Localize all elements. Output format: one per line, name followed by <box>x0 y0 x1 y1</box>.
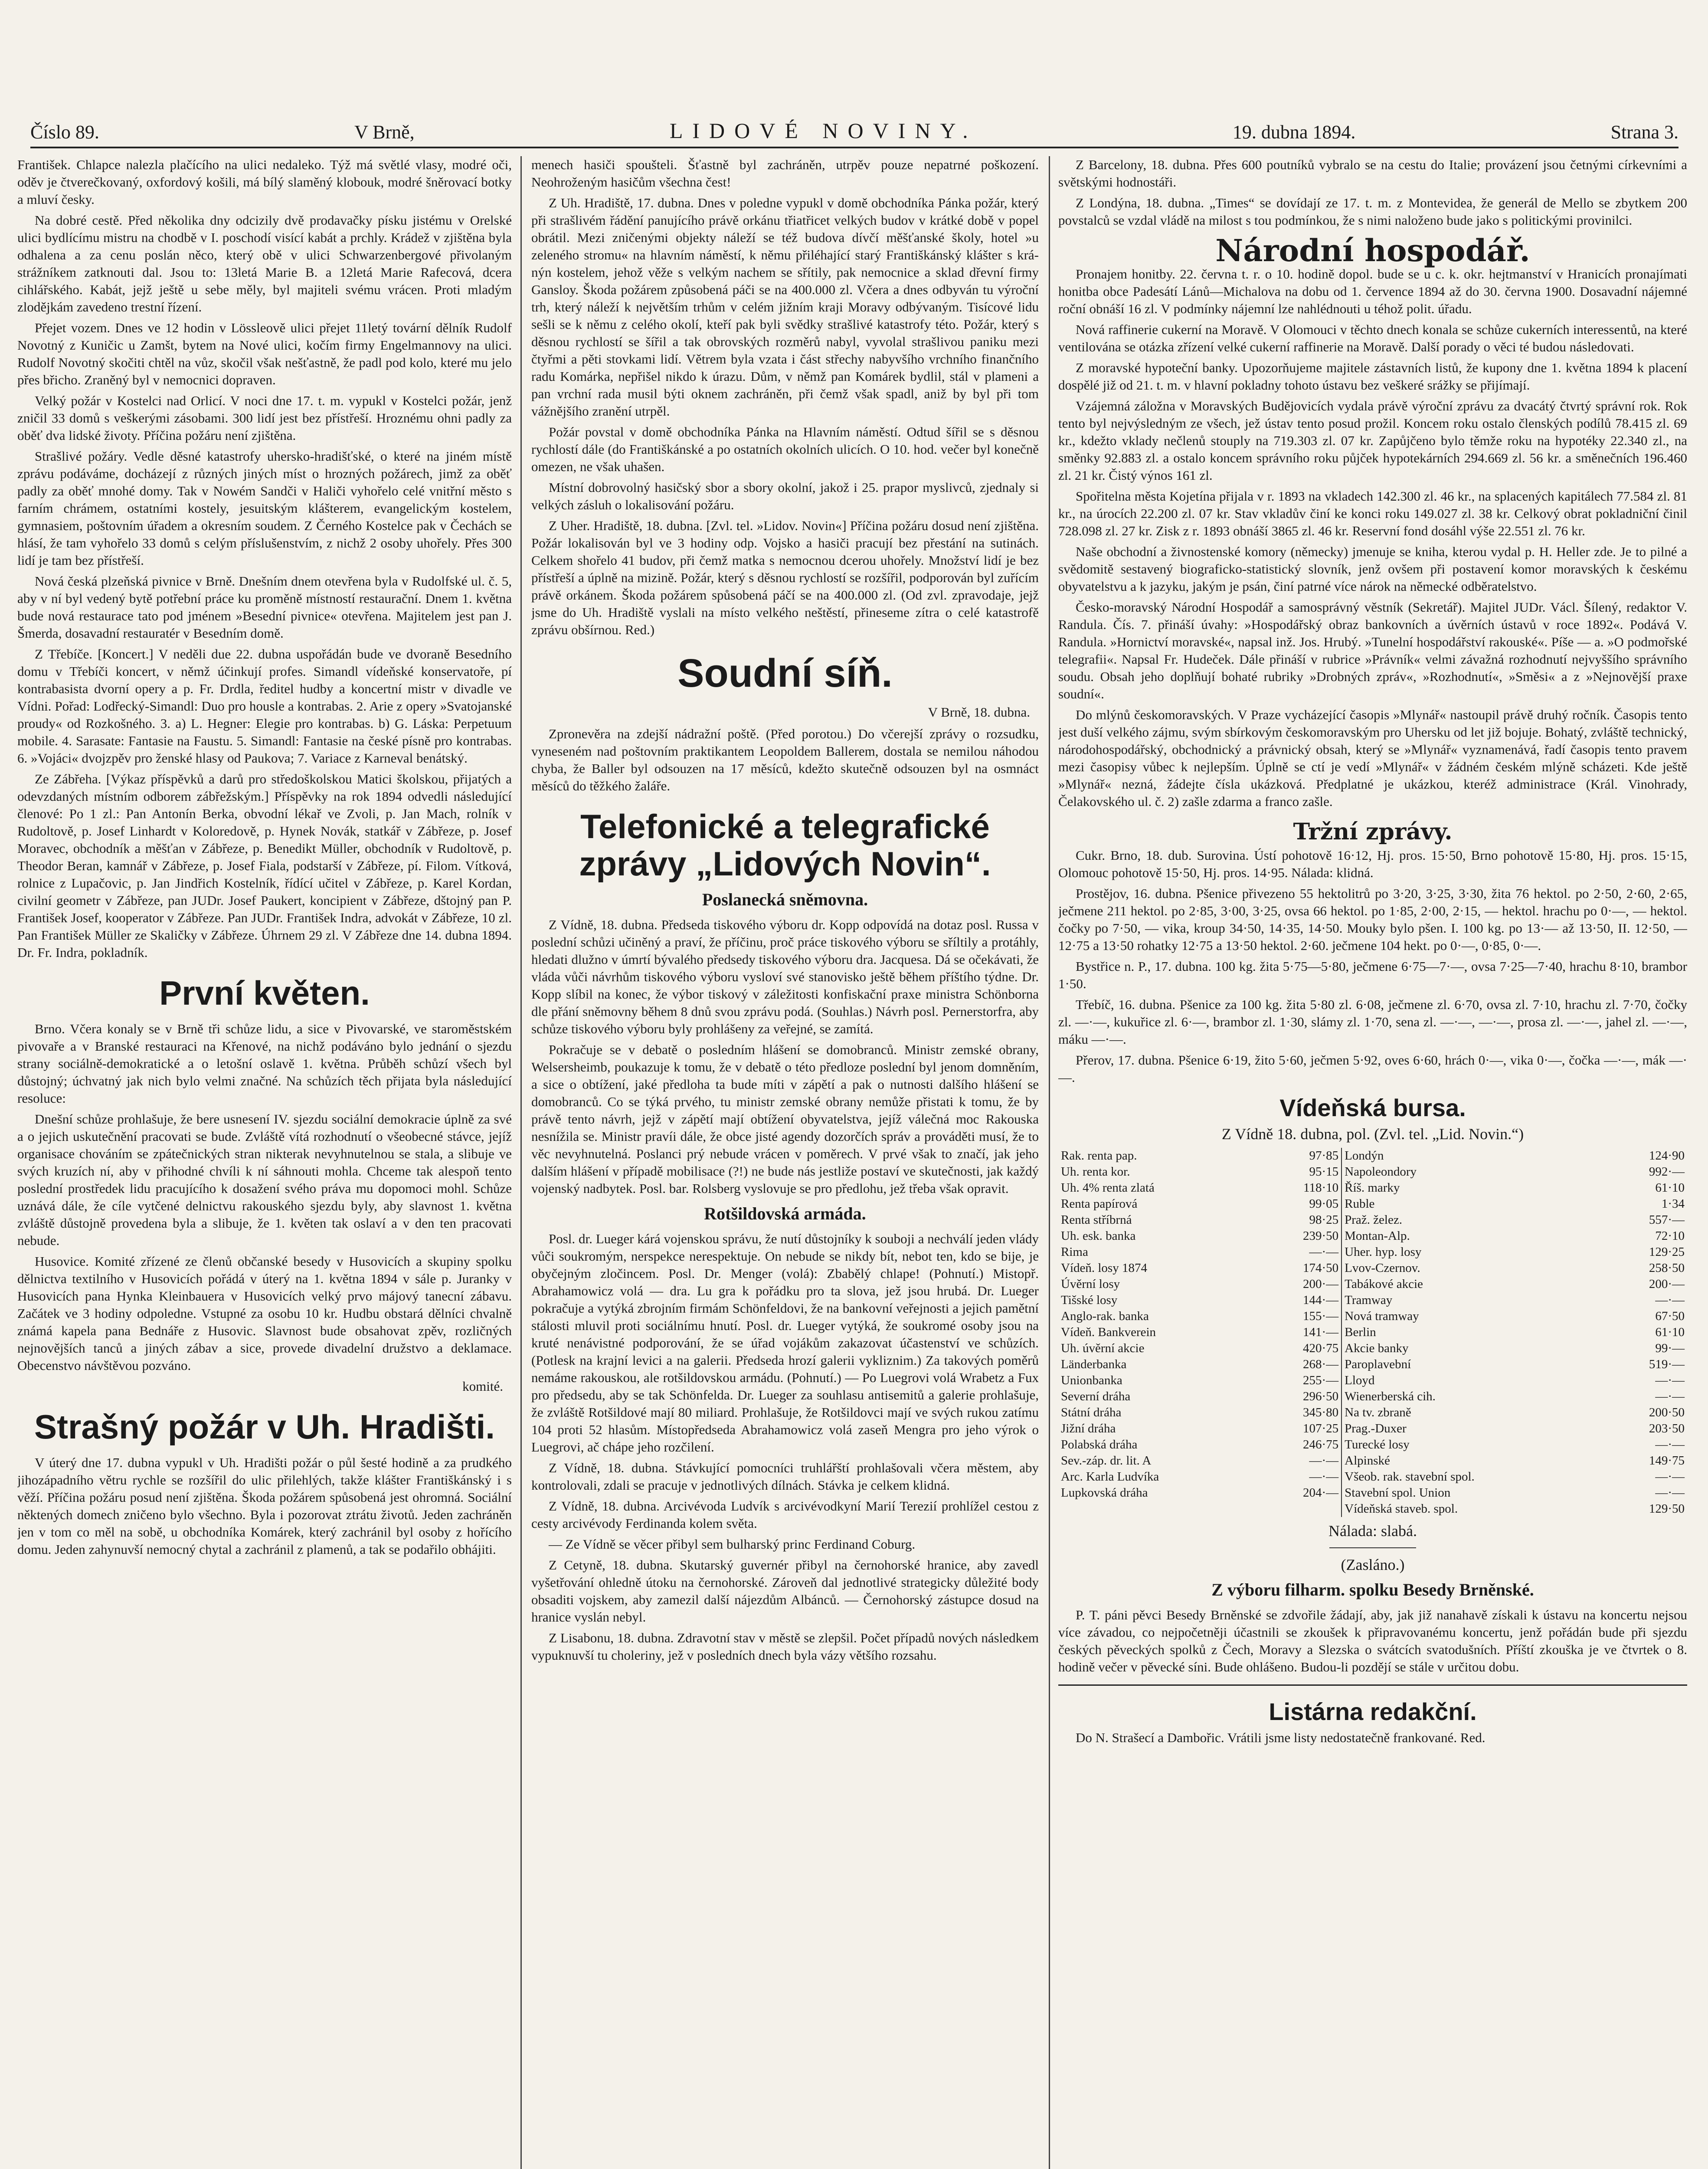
bourse-security: Vídeň. losy 1874 <box>1061 1261 1147 1275</box>
article-text: Brno. Včera konaly se v Brně tři schůze lidu, a sice v Pivovarské, ve staroměstském pivovaře a v Branské restauraci na Křenové, na nichž podáváno bylo jednání o sjezdu strany sociálně-demokratické a o letošní oslavě 1. května. Průběh schůzí všech byl důstojný; úchvatný jak nich bylo velmi značné. Na schůzích těch přijata byla následující resoluce: <box>17 1021 512 1106</box>
article-text: Bystřice n. P., 17. dubna. 100 kg. žita 5·75—5·80, ječmene 6·75—7·—, ovsa 7·25—7·40, hrachu 8·10, brambor 1·50. <box>1058 959 1687 991</box>
bourse-price: 204·— <box>1261 1485 1342 1501</box>
sent-in-label: (Zasláno.) <box>1341 1556 1405 1573</box>
bourse-price: 174·50 <box>1261 1260 1342 1276</box>
bourse-security: Prag.-Duxer <box>1345 1422 1407 1435</box>
bourse-row <box>1058 1180 1687 1196</box>
bourse-row <box>1058 1389 1687 1405</box>
bourse-security: Na tv. zbraně <box>1345 1406 1411 1419</box>
bourse-price: 129·25 <box>1649 1245 1685 1259</box>
article-text: Na dobré cestě. Před několika dny odcizily dvě prodavačky písku jistému v Orelské ulici bydlícímu mistru na chodbě v I. poschodí visící kabát a prchly. Krádež v zjištěna byla odhalena a za cenu poslán něco, který obě v ulici Schwarzenbergové přivolaným strážníkem zatknouti dal. Jsou to: 13letá Marie B. a 12letá Marie Rafecová, dcera cihlářského. Kabát, jejž ještě u sebe měly, byl majiteli svému vrácen. Proti mladým zlodějkám zavedeno trestní řízení. <box>17 213 512 315</box>
column-divider <box>1049 156 1050 2169</box>
bourse-subtitle: Z Vídně 18. dubna, pol. (Zvl. tel. „Lid. Novin.“) <box>1221 1125 1524 1143</box>
article-text: Z Uh. Hradiště, 17. dubna. Dnes v poledne vypukl v domě obchodníka Pánka požár, který při strašlivém řádění panujícího právě orkánu třiatřicet velkých budov v krátké době v popel obrátil. Mezi zničenými objekty náleží se též budova dívčí měšťanské školy, hotel »u zeleného stromu« na hlavním náměstí, k němu přiléhající starý Františkánský klášter s krá-nýn kostelem, jehož věže s velkým nachem se sřítily, pak nemocnice a sklad dřevní firmy Gansloy. Škoda požárem způsobená páči se na 400.000 zl. Včera a dnes odbyván tu výroční trh, který náleží k největším trhům v celém jižním kraji Moravy odbývaným. Tisícové lidu sešli se k němu z celého okolí, kteří pak byli svědky strašlivé katastrofy této. Požár, který s děsnou rychlostí se šířil a tak obrovských rozměrů nabyl, vyvolal strašlivou paniku mezi čtyřmi a pěti stovkami lidí. Větrem byla vzata i část střechy nabyvšího vrchního finančního radu Komárka, nepřišel nikdo k úrazu. Dům, v němž pan Komárek bydlil, stál v plameni a pan vrchní rada musil býti oknem zachráněn, při čemž však spadl, aniž by byl při tom vážnějšího zranění utrpěl. <box>531 195 1039 419</box>
headline-editorial-letters: Listárna redakční. <box>1269 1698 1477 1725</box>
bourse-price: 203·50 <box>1649 1422 1685 1435</box>
bourse-row <box>1058 1148 1687 1164</box>
signature: komité. <box>462 1379 503 1394</box>
bourse-row <box>1058 1356 1687 1373</box>
article-text: Z Třebíče. [Koncert.] V neděli due 22. dubna uspořádán bude ve dvoraně Besedního domu v Třebíči koncert, v němž účinkují profes. Simandl vídeňské konservatoře, pí kontrabasista dvorní opery a p. Fr. Drdla, ředitel hudby a koncertní mistr v divadle ve Vídni. Pořad: Lodřecký-Simandl: Duo pro housle a kontrabas. 2. Arie z opery »Svatojanské proudy« od Rozkošného. 3. a) L. Hegner: Elegie pro kontrabas. b) G. Láska: Perpetuum mobile. 4. Sarasate: Fantasie na Faustu. 5. Simandl: Fantasie na české písně pro kontrabas. 6. »Vojáci« dvojzpěv pro ženské hlasy od Paukova; 7. Variace z Karneval benátský. <box>17 646 512 766</box>
article-text: Vzájemná záložna v Moravských Budějovicích vydala právě výroční zprávu za dvacátý čtvrtý správní rok. Rok tento byl nejvýsledným ze všech, jež ústav tento posud prožil. Koncem roku ostalo členských podílů 78.415 zl. 69 kr., kdežto vklady nečlenů stouply na 719.303 zl. 07 kr. Zapůjčeno bylo těmže roku na hypotéky 22.340 zl., na směnky 92.883 zl. a ostalo koncem správního roku půjček hypotekárních 294.669 zl. 56 kr. a směnečních 196.460 zl. 21 kr. Čistý výnos 161 zl. <box>1058 398 1687 483</box>
bourse-security: Arc. Karla Ludvíka <box>1061 1470 1159 1484</box>
headline-court: Soudní síň. <box>677 651 893 695</box>
bourse-table <box>1058 1148 1687 1517</box>
bourse-row <box>1058 1212 1687 1228</box>
article-text: Pokračuje se v debatě o posledním hlášení se domobranců. Ministr zemské obrany, Welsersheimb, poukazuje k tomu, že v debatě o této předloze poslední byl jenom domněním, a sice o obtížení, jaké předloha ta bude míti v zápětí a pak o nutnosti dalšího hlášení se domobranců. Co se týká prvého, tu ministr zemské obrany nemůže přistati k tomu, že by právě tento návrh, jejž v zápětí mají obtížení obyvatelstva, jejíž válečná moc Rakouska nesnížila se. Ministr pravíi dále, že obce jisté agendy dozorčích správ a prováděti musí, že to věc nevyhnutelná. Poslanci prý nebude vrácen v poměrech. V prvé však to značí, jak jeho dalším hlášení v případě mobilisace (?!) ne bude nás jestliže postaví ve skutečnosti, jak každý vojenský nadbytek. Posl. bar. Rolsberg vyslovuje se pro předlohu, jež třeba však opravit. <box>531 1042 1039 1196</box>
article-text: František. Chlapce nalezla plačícího na ulici nedaleko. Týž má světlé vlasy, modré oči, oděv je čtverečkovaný, oxfordový košili, má bílý slaměný klobouk, modré šněrovací botky a mluví česky. <box>17 157 512 207</box>
bourse-price: 107·25 <box>1261 1421 1342 1437</box>
bourse-security: Tabákové akcie <box>1345 1277 1423 1291</box>
bourse-row <box>1058 1453 1687 1469</box>
bourse-price: 149·75 <box>1649 1454 1685 1468</box>
article-text: Třebíč, 16. dubna. Pšenice za 100 kg. žita 5·80 zl. 6·08, ječmene zl. 6·70, ovsa zl. 7·10, hrachu zl. 7·70, čočky zl. —·—, kukuřice zl. 6·—, brambor zl. 1·30, slámy zl. 1·70, sena zl. —·—, —·—, prosa zl. —·—, jahel zl. —·—, máku —·—. <box>1058 997 1687 1047</box>
bourse-row <box>1058 1437 1687 1453</box>
bourse-security: Berlin <box>1345 1325 1376 1339</box>
bourse-price: 200·50 <box>1649 1406 1685 1419</box>
bourse-security: Praž. želez. <box>1345 1213 1402 1227</box>
bourse-security: Uh. renta kor. <box>1061 1165 1130 1179</box>
article-text: Přejet vozem. Dnes ve 12 hodin v Lössleově ulici přejet 11letý tovární dělník Rudolf Novotný z Kuničic u Zamšt, bytem na Nové ulici, kočím firmy Engelmannovy na ulici. Rudolf Novotný skočiti chtěl na vůz, skočil však nešťastně, že padl pod kolo, které mu jelo přes břicho. Zraněný byl v nemocnici dopraven. <box>17 320 512 387</box>
column-2 <box>531 156 1039 2169</box>
bourse-price <box>1261 1501 1342 1517</box>
article-text: Strašlivé požáry. Vedle děsné katastrofy uhersko-hradišťské, o které na jiném místě zprávu podáváme, docházejí z různých jiných míst o hrozných požárech, jimž za oběť padly za oběť mnohé domy. Tak v Nowém Sandči v Haliči vyhořelo celé vnitřní město s farním chrámem, ostatními kostely, jesuitským klášterem, evangelickým kostelem, gymnasiem, poštovním úřadem a okresním soudem. Z Černého Kostelce pak v Čechách se hlásí, že tam vyhořelo 33 domů s celým příslušenstvím, z nichž 2 osoby uhořely. Přes 300 lidí je tam bez přístřeší. <box>17 449 512 568</box>
mood: Nálada: slabá. <box>1328 1522 1417 1540</box>
bourse-security: Uh. esk. banka <box>1061 1229 1136 1243</box>
bourse-price: —·— <box>1655 1486 1685 1500</box>
bourse-security: Unionbanka <box>1061 1373 1122 1387</box>
article-text: Posl. dr. Lueger kárá vojenskou správu, že nutí důstojníky k souboji a nechválí jeden vlády vůči soukromým, nerspekce nerespektuje. On nebude se nikdy bít, nebot ten, kdo se bije, je obyčejným zločincem. Posl. Dr. Menger (volá): Zbabělý chlape! (Pohnutí.) Mistopř. Abrahamowicz volá — dra. Lu gra k pořádku pro ta slova, jež jsou hrubá. Dr. Lueger pokračuje a vytýká zbrojním firmám Schönfeldovi, že na bankovní veřejnosti a jejich pamětní stálosti mluvil proti sociálnímu hnutí. Posl. dr. Lueger vytýká, že soukromé osoby jsou na kruté nenávistné podporování, že se úřad vojákům zakazovat účastenství ve schůzích. (Potlesk na krajní levici a na galerii. Předseda hrozí galerii vykliznim.) Za takových poměrů nemáme rakouskou, ale rotšildovskou armádu. (Pohnutí.) — Po Luegrovi volá Wrabetz a Fux pro předsedu, aby se tak Schönfelda. Dr. Lueger za souhlasu antisemitů a galerie prohlašuje, že zvláště Rotšildové mají 80 miliard. Prohlašuje, že Rotšildovci mají ve svých rukou zatímu 104 proti 52 hlasům. Místopředseda Abrahamowicz volá zaseň Mengra pro jeho výrok o Luegrovi, ač chápe jeho rozčilení. <box>531 1231 1039 1455</box>
bourse-row <box>1058 1196 1687 1212</box>
bourse-row <box>1058 1228 1687 1244</box>
article-text: Z Uher. Hradiště, 18. dubna. [Zvl. tel. »Lidov. Novin«] Příčina požáru dosud není zjištěna. Požár lokalisován byl ve 3 hodiny odp. Vojsko a hasiči pracují bez přestání na sutinách. Celkem shořelo 41 budov, při čemž matka s nemocnou dcerou uhořely. Množství lidí je bez přístřeší a úplně na mizině. Požár, který s děsnou rychlostí se rozšířil, podporován byl zuřícím právě orkánem. Škoda požárem spůsobená páčí se na 400.000 zl. (Od zvl. zpravodaje, jejž jsme do Uh. Hradiště vyslali na místo velkého neštěstí, přineseme zítra o celé katastrofě zprávu obšírnou. Red.) <box>531 518 1039 637</box>
bourse-security <box>1058 1501 1261 1517</box>
bourse-price: —·— <box>1655 1470 1685 1484</box>
bourse-row <box>1058 1292 1687 1308</box>
page-number: Strana 3. <box>1610 121 1679 143</box>
article-text: Z Vídně, 18. dubna. Stávkující pomocníci truhlářští prohlašovali včera městem, aby kontrolovali, zdali se pracuje v jednotlivých dílnách. Stávka je celkem klidná. <box>531 1460 1039 1493</box>
bourse-security: Akcie banky <box>1345 1341 1409 1355</box>
headline-economy: Národní hospodář. <box>1215 233 1530 269</box>
headline-bourse: Vídeňská bursa. <box>1279 1094 1466 1121</box>
bourse-security: Renta stříbrná <box>1061 1213 1132 1227</box>
bourse-row <box>1058 1276 1687 1292</box>
article-text: Cukr. Brno, 18. dub. Surovina. Ústí pohotově 16·12, Hj. pros. 15·50, Brno pohotově 15·80, Hj. pros. 15·15, Olomouc pohotově 15·50, Hj. pros. 14·95. Nálada: klidná. <box>1058 848 1687 880</box>
article-text: Zpronevěra na zdejší nádražní poště. (Před porotou.) Do včerejší zprávy o rozsudku, vyneseném nad poštovním praktikantem Leopoldem Ballerem, dostala se nemilou náhodou chyba, že Baller byl odsouzen na 17 měsíců, kdežto skutečně odsouzen byl na osmnáct měsíců do těžkého žaláře. <box>531 726 1039 793</box>
bourse-row <box>1058 1244 1687 1260</box>
newspaper-title: LIDOVÉ NOVINY. <box>669 118 978 143</box>
bourse-price: 239·50 <box>1261 1228 1342 1244</box>
bourse-price: 200·— <box>1649 1277 1685 1291</box>
article-text: Z Lisabonu, 18. dubna. Zdravotní stav v městě se zlepšil. Počet případů nových následkem vypuknuvší tu choleriny, jež v posledních dnech byla vázy většího rozsahu. <box>531 1630 1039 1663</box>
article-text: Přerov, 17. dubna. Pšenice 6·19, žito 5·60, ječmen 5·92, oves 6·60, hrách 0·—, vika 0·—, čočka —·—, mák —·—. <box>1058 1052 1687 1085</box>
bourse-price: 72·10 <box>1655 1229 1685 1243</box>
bourse-price: 519·— <box>1649 1357 1685 1371</box>
bourse-row <box>1058 1373 1687 1389</box>
bourse-security: Sev.-záp. dr. lit. A <box>1061 1454 1152 1468</box>
bourse-security: Říš. marky <box>1345 1181 1400 1195</box>
bourse-row <box>1058 1501 1687 1517</box>
article-text: Naše obchodní a živnostenské komory (německy) jmenuje se kniha, kterou vydal p. H. Heller zde. Je to pilné a svědomitě sestavený biograficko-statistický slovník, jenž ovšem při postavení komor moravských k českému obyvatelstvu a k jazyku, jakým je psán, činí patrné více nárok na německé odběratelstvo. <box>1058 544 1687 594</box>
bourse-security: Wienerberská cih. <box>1345 1389 1436 1403</box>
bourse-price: 129·50 <box>1649 1502 1685 1516</box>
article-text: Z Vídně, 18. dubna. Arcivévoda Ludvík s arcivévodkyní Marií Terezií prohlížel cestou z cesty arcivévody Ferdinanda kolem světa. <box>531 1498 1039 1531</box>
bourse-price: 124·90 <box>1649 1149 1685 1163</box>
bourse-security: Jižní dráha <box>1061 1422 1116 1435</box>
article-text: Místní dobrovolný hasičský sbor a sbory okolní, jakož i 25. prapor myslivců, zjednaly si velkých zásluh o lokalisování požáru. <box>531 480 1039 512</box>
article-text: Z Vídně, 18. dubna. Předseda tiskového výboru dr. Kopp odpovídá na dotaz posl. Russa v poslední schůzi učiněný a praví, že příčinu, proč práce tiskového výboru se sříltily a protáhly, hledati dlužno v úmrtí bývalého předsedy tiskového výboru drа. Jacquesa. Dá se očekávati, že vláda vůči návrhům tiskového výboru vysloví své stanovisko ještě během příštího týdne. Dr. Kopp slíbil na konec, že výbor tiskový v záležitosti konfiskační praxe ministra Schönborna dle přání sněmovny během 8 dnů svou zprávu podá. (Souhlas.) Návrh posl. Pernerstorfra, aby schůze tiskového výboru byly prohlášeny za veřejné, se zamítá. <box>531 917 1039 1036</box>
bourse-security: Paroplavební <box>1345 1357 1411 1371</box>
article-text: — Ze Vídně se věcer přibyl sem bulharský princ Ferdinand Coburg. <box>549 1537 916 1552</box>
bourse-security: Severní dráha <box>1061 1389 1131 1403</box>
bourse-security: Napoleondory <box>1345 1165 1417 1179</box>
bourse-security: Úvěrní losy <box>1061 1277 1120 1291</box>
bourse-price: 268·— <box>1261 1356 1342 1373</box>
article-text: menech hasiči spoušteli. Šťastně byl zachráněn, utrpěv pouze nepatrné poškození. Neohroženým hasičům všechna čest! <box>531 157 1039 190</box>
bourse-price: 118·10 <box>1261 1180 1342 1196</box>
article-text: Pronajem honitby. 22. června t. r. o 10. hodině dopol. bude se u c. k. okr. hejtmanství v Hranicích pronajímati honitba obce Padesátí Lánů—Michalova na dobu od 1. července 1894 až do 30. června 1900. Dosavadní nájemné roční obnáší 16 zl. V podmínky nájemní lze nahlédnouti u téhož polit. úřadu. <box>1058 266 1687 316</box>
article-text: Dnešní schůze prohlašuje, že bere usnesení IV. sjezdu sociální demokracie úplně za své a o jejich uskutečnění pracovati se bude. Zvláště vítá rozhodnutí o všeobecné stávce, jejíž organisace chováním se zpátečnických stran nikterak nevyhnutelnou se stala, a slibuje ve svých kruzích ní, aby v přihodné chvíli k ní sáhnouti mohla. Chceme tak alespoň tento poslední prostředek lidu pracujícího k dosažení svého práva mu dopomoci mohl. Schůze uznává dále, že cíle vytčené delnictvu rakouského sjezdu byly, aby slavnost 1. května zvláště důstojně provedena byla a slibuje, že 1. květen tak oslaví a v den ten pracovati nebude. <box>17 1111 512 1248</box>
article-text: Z moravské hypoteční banky. Upozorňujeme majitele zástavních listů, že kupony dne 1. května 1894 k placení dospělé již od 21. t. m. v hlavní pokladny tohoto ústavu bez veškeré srážky se přijímají. <box>1058 360 1687 393</box>
headline-philharmonic: Z výboru filharm. spolku Besedy Brněnské. <box>1211 1580 1534 1599</box>
bourse-security: Lupkovská dráha <box>1061 1486 1148 1500</box>
bourse-price: 99·05 <box>1261 1196 1342 1212</box>
bourse-security: Renta papírová <box>1061 1197 1138 1211</box>
bourse-row <box>1058 1405 1687 1421</box>
bourse-row <box>1058 1164 1687 1180</box>
headline-first-may: První květen. <box>159 974 370 1012</box>
article-text: Nová česká plzeňská pivnice v Brně. Dnešním dnem otevřena byla v Rudolfské ul. č. 5, aby v ní byl vedený bytě potřební práce ku proměně místností restaurační. Dnem 1. května bude nová restaurace tato pod jménem »Besední pivnice« otevřena. Majitelem jest pan J. Šmerda, dosavadní restauratér v Besedním domě. <box>17 573 512 641</box>
bourse-price: —·— <box>1261 1453 1342 1469</box>
bourse-price: 61·10 <box>1655 1325 1685 1339</box>
bourse-security: Londýn <box>1345 1149 1384 1163</box>
column-1 <box>17 156 512 2169</box>
bourse-security: Tišské losy <box>1061 1293 1118 1307</box>
bourse-price: 155·— <box>1261 1308 1342 1324</box>
bourse-row <box>1058 1421 1687 1437</box>
article-text: Požár povstal v domě obchodníka Pánka na Hlavním náměstí. Odtud šířil se s děsnou rychlostí dále (do Františkánské a po ostatních okolních ulicích. O 10. hod. večer byl konečně omezen, ne však uhašen. <box>531 424 1039 474</box>
bourse-price: 1·34 <box>1661 1197 1685 1211</box>
bourse-price: 95·15 <box>1261 1164 1342 1180</box>
bourse-price: —·— <box>1655 1389 1685 1403</box>
bourse-price: 144·— <box>1261 1292 1342 1308</box>
bourse-security: Státní dráha <box>1061 1406 1122 1419</box>
bourse-price: 98·25 <box>1261 1212 1342 1228</box>
dateline: V Brně, 18. dubna. <box>928 704 1030 720</box>
bourse-price: —·— <box>1655 1438 1685 1451</box>
subheading-army: Rotšildovská armáda. <box>704 1204 866 1223</box>
bourse-price: —·— <box>1261 1244 1342 1260</box>
bourse-security: Lvov-Czernov. <box>1345 1261 1420 1275</box>
bourse-price: 99·— <box>1655 1341 1685 1355</box>
bourse-price: 557·— <box>1649 1213 1685 1227</box>
article-text: Ze Zábřeha. [Výkaz příspěvků a darů pro středoškolskou Matici školskou, přijatých a odevzdaných místním odborem zábřežským.] Příspěvky na rok 1894 odvedli následující členové: Po 1 zl.: Pan Antonín Berka, obvodní lékař ve Zvoli, p. Jan Mach, rolník v Rudoltově, p. Josef Linhardt v Koloredově, p. Hynek Novák, statkář v Zábřeze, p. Josef Moravec, obchodník a měšťan v Zábřeze, p. Benedikt Müller, obchodník v Rudoltově, p. Theodor Beran, kamnář v Zábřeze, p. Josef Fiala, podstarší v Zábřeze, pí. Filom. Vítková, rolnice z Lupačovic, p. Jan Jindřich Kostelník, řídící učitel v Zábřeze, p. Karel Kordan, civilní geometr v Zábřeze, pan JUDr. Josef Paukert, koncipient v Zábřeze, dštojný pan P. František Josef, kooperator v Zábřeze. Pan JUDr. František Indra, advokát v Zábřeze, 10 zl. Pan František Müller ze Skaličky v Zábřeze. Úhrnem 29 zl. V Zábřeze dne 14. dubna 1894. Dr. Fr. Indra, pokladník. <box>17 771 512 960</box>
bourse-row <box>1058 1260 1687 1276</box>
article-text: P. T. páni pěvci Besedy Brněnské se zdvořile žádají, aby, jak již nanahavě získali k ústavu na koncertu nejsou více závadou, co nejpočetněji účastnili se zkoušek k připravovanému koncertu, jenž pořádán bude při sjezdu českých pěveckých spolků z Čech, Moravy a Slezska o svátcích svatodušních. Příští zkouška je ve čtvrtek o 8. hodině večer v pěvecké síni. Bude ohlášeno. Budou-li pozdějí se stále v určitou dobu. <box>1058 1607 1687 1674</box>
bourse-security: Nová tramway <box>1345 1309 1419 1323</box>
bourse-price: 255·— <box>1261 1373 1342 1389</box>
article-text: Z Londýna, 18. dubna. „Times“ se dovídají ze 17. t. m. z Montevidea, že generál de Mello se zbytkem 200 povstalců se vzdal vládě na milost s tou podmínkou, že s nimi naloženo bude jako s politickými provinilci. <box>1058 195 1687 228</box>
bourse-security: Alpinské <box>1345 1454 1390 1468</box>
bourse-price: —·— <box>1261 1469 1342 1485</box>
article-text: Z Barcelony, 18. dubna. Přes 600 poutníků vybralo se na cestu do Italie; provázení jsou četnými církevními a světskými hodnostáři. <box>1058 157 1687 190</box>
bourse-price: 141·— <box>1261 1324 1342 1340</box>
article-text: Spořitelna města Kojetína přijala v r. 1893 na vkladech 142.300 zl. 46 kr., na splacených kapitálech 77.584 zl. 81 kr., na úrocích 22.200 zl. 07 kr. Stav vkladův činí ke konci roku 149.027 zl. 38 kr. Celkový obrat pokladniční činil 728.098 zl. 27 kr. Zisk z r. 1893 obnáší 3865 zl. 46 kr. Reservní fond dosáhl výše 22.551 zl. 76 kr. <box>1058 488 1687 538</box>
bourse-price: 420·75 <box>1261 1340 1342 1356</box>
bourse-security: Vídeňská staveb. spol. <box>1345 1502 1458 1516</box>
bourse-security: Stavební spol. Union <box>1345 1486 1451 1500</box>
article-text: Česko-moravský Národní Hospodář a samosprávný věstník (Sekretář). Majitel JUDr. Václ. Šílený, redaktor V. Randula. Čís. 7. přináší úvahy: »Hospodářský obraz bankovních a úvěrních ústavů v roce 1892«. Podává V. Randula. »Hornictví moravské«, napsal inž. Jos. Hrubý. »Tunelní hospodářství rakouské«. Píše — a. »O podmořské telegrafii«. Napsal Fr. Hudeček. Dále přináší v rubrice »Právník« velmi závažná rozhodnutí nejvyššího správního soudu. Obsah jeho doplňují bohaté rubriky »Drobných zpráv«, »Rozhodnutí«, »Směsi« a z »Nejnovější praxe soudní«. <box>1058 600 1687 701</box>
bourse-row <box>1058 1340 1687 1356</box>
bourse-security: Polabská dráha <box>1061 1438 1138 1451</box>
bourse-security: Turecké losy <box>1345 1438 1410 1451</box>
headline-telegraph: Telefonické a telegrafické zprávy „Lidových Novin“. <box>579 807 991 883</box>
article-text: Husovice. Komité zřízené ze členů občanské besedy v Husovicích a skupiny spolku dělnictva textilního v Husovicích pořádá v úterý na 1. května 1894 v sále p. Juranky v Husovicích pana Hynka Kleinbauera v Husovicích velký prvo májový tanecní zábavu. Začátek ve 3 hodiny odpoledne. Vstupné za osobu 10 kr. Hudbu obstará dělníci chvalně známá kapela pana Bednáře z Husovic. Slavnost bude obsahovat zpěv, rozličných nejnovějších tanců a jiných zábav a sice, provede divadelní družstvo a deklamace. Obecenstvo návštěvou pozváno. <box>17 1254 512 1373</box>
divider <box>1329 1547 1416 1548</box>
bourse-price: 258·50 <box>1649 1261 1685 1275</box>
issue-number: Číslo 89. <box>30 121 99 143</box>
article-text: Nová raffinerie cukerní na Moravě. V Olomouci v těchto dnech konala se schůze cukerních interessentů, na které ventilována se otázka zřízení velké cukerní raffinerie na Moravě. Další porady o věci té budou následovati. <box>1058 322 1687 354</box>
article-text: V úterý dne 17. dubna vypukl v Uh. Hradišti požár o půl šesté hodině a za prudkého jihozápadního větru rychle se rozšířil do ulic přilehlých, takže klášter Františkánský i s věží. Příčina požáru posud není zjištěna. Škoda požárem spůsobená jest ohromná. Sociální něktených domech zničeno bylo všechno. Byla i pozorovat ztrátu životů. Jeden zachráněn jen v tom co měl na sobě, u obchodníka Komárek, který zachránil byl osoby z hořícího domu. Jeden zahynuvší nemocný chytal a zachránil z plamenů, a tak se podařilo obhájiti. <box>17 1455 512 1557</box>
bourse-security: Rima <box>1061 1245 1088 1259</box>
article-text: Do N. Strašecí a Dambořic. Vrátili jsme listy nedostatečně frankované. Red. <box>1076 1730 1486 1745</box>
bourse-security: Vídeň. Bankverein <box>1061 1325 1156 1339</box>
bourse-security: Uh. 4% renta zlatá <box>1061 1181 1155 1195</box>
bourse-row <box>1058 1308 1687 1324</box>
column-3 <box>1058 156 1687 2169</box>
bourse-price: 67·50 <box>1655 1309 1685 1323</box>
bourse-row <box>1058 1324 1687 1340</box>
column-divider <box>520 156 522 2169</box>
article-text: Do mlýnů českomoravských. V Praze vycházející časopis »Mlynář« nastoupil právě druhý ročník. Časopis tento jest duší velkého zájmu, svým sbírkovým českomoravským pro Uhersku od let již bojuje. Bohatý, zvláště technický, národohospodářský, obchodnický a právnický obsah, který se »Mlynář« vyznamenává, řadí časopis tento pravem mezi časopisy vůbec k nejlepším. Úplně se ctí je vedí »Mlynář« v žádném českém mlýně scházeti. Kde ještě »Mlynář« nezná, žádejte čísla ukázková. Předplatné je ukázkou, kteréž administrace (Král. Vinohrady, Čelakovského ul. č. 2) zašle zdarma a franco zašle. <box>1058 707 1687 809</box>
bourse-security: Länderbanka <box>1061 1357 1127 1371</box>
headline-market: Tržní zprávy. <box>1293 819 1453 845</box>
headline-fire: Strašný požár v Uh. Hradišti. <box>34 1408 495 1446</box>
bourse-security: Uh. úvěrní akcie <box>1061 1341 1145 1355</box>
bourse-price: 61·10 <box>1655 1181 1685 1195</box>
bourse-security: Tramway <box>1345 1293 1393 1307</box>
bourse-security: Všeob. rak. stavební spol. <box>1345 1470 1475 1484</box>
bourse-price: 246·75 <box>1261 1437 1342 1453</box>
subheading-parliament: Poslanecká sněmovna. <box>702 890 868 909</box>
article-text: Z Cetyně, 18. dubna. Skutarský guvernér přibyl na černohorské hranice, aby zavedl vyšetřování ohledně útoku na černohorské. Zároveň dal jednotlivé strategicky důležité body obsaditi vojskem, aby zamezil další nájezdům Albánců. — Černohorský zástupce dosud na hranice vyslán nebyl. <box>531 1557 1039 1625</box>
bourse-price: 992·— <box>1649 1165 1685 1179</box>
bourse-price: —·— <box>1655 1293 1685 1307</box>
bourse-price: 345·80 <box>1261 1405 1342 1421</box>
masthead <box>30 108 1679 148</box>
bourse-security: Ruble <box>1345 1197 1375 1211</box>
bourse-row <box>1058 1485 1687 1501</box>
bourse-price: 97·85 <box>1261 1148 1342 1164</box>
bourse-security: Anglo-rak. banka <box>1061 1309 1149 1323</box>
bourse-security: Uher. hyp. losy <box>1345 1245 1422 1259</box>
article-text: Prostějov, 16. dubna. Pšenice přivezeno 55 hektolitrů po 3·20, 3·25, 3·30, žita 76 hektol. po 2·50, 2·60, 2·65, ječmene 211 hektol. po 2·85, 3·00, 3·25, ovsa 66 hektol. po 1·85, 2·00, 2·15, — hektol. hrachu po 0·—, — hektol. čočky po 7·50, — vika, kroup 34·50, 14·35, 14·50. Mouky bylo pšen. I. 100 kg. po 13·— až 13·50, II. 12·50, — 12·75 a 13·50 rohatky 12·75 a 13·50 hektol. 2·60. ječmene 104 hekt. po 0·—, 0·85, 0·—. <box>1058 886 1687 953</box>
bourse-price: 200·— <box>1261 1276 1342 1292</box>
bourse-price: —·— <box>1655 1373 1685 1387</box>
article-text: Velký požár v Kostelci nad Orlicí. V noci dne 17. t. m. vypukl v Kostelci požár, jenž zničil 33 domů s veškerými zásobami. 300 lidí jest bez přístřeší. Hroznému ohni padly za oběť dva lidské životy. Příčina požáru není zjištěna. <box>17 393 512 443</box>
issue-date: 19. dubna 1894. <box>1232 121 1356 143</box>
bourse-security: Rak. renta pap. <box>1061 1149 1137 1163</box>
bourse-price: 296·50 <box>1261 1389 1342 1405</box>
bourse-security: Montan-Alp. <box>1345 1229 1410 1243</box>
bourse-row <box>1058 1469 1687 1485</box>
bourse-security: Lloyd <box>1345 1373 1375 1387</box>
city: V Brně, <box>354 121 415 143</box>
